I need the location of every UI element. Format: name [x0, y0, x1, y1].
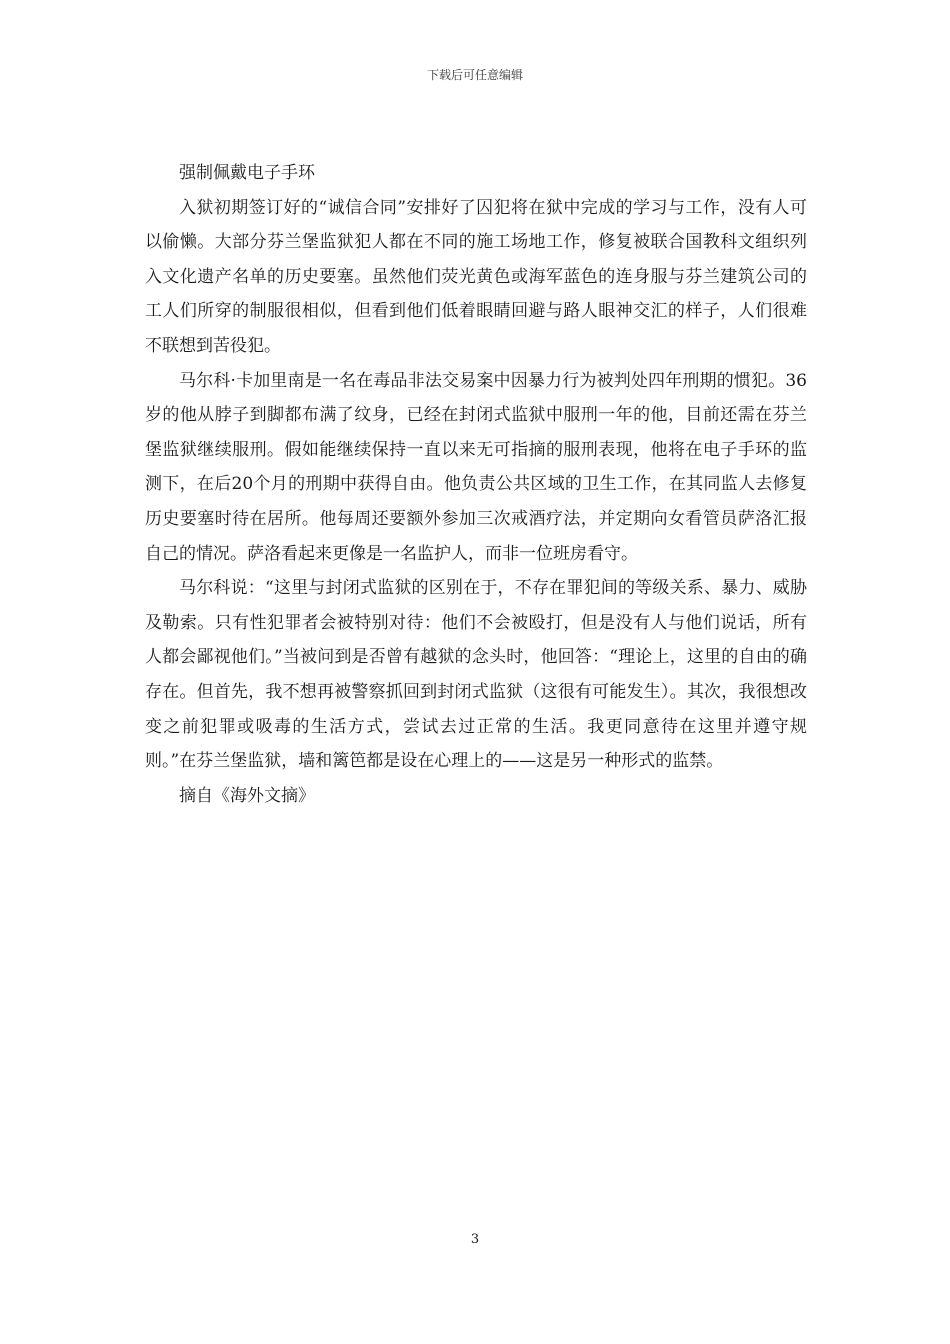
paragraph: 马尔科说：“这里与封闭式监狱的区别在于，不存在罪犯间的等级关系、暴力、威胁及勒索。只有性犯罪者会被特别对待：他们不会被殴打，但是没有人与他们说话，所有人都会鄙视他们。”当被问到是否曾有越狱的念头时，他回答：“理论上，这里的自由的确存在。但首先，我不想再被警察抓回到封闭式监狱（这很有可能发生）。其次，我很想改变之前犯罪或吸毒的生活方式，尝试去过正常的生活。我更同意待在这里并遵守规则。”在芬兰堡监狱，墙和篱笆都是设在心理上的——这是另一种形式的监禁。	[145, 578, 807, 772]
page-number: 3	[470, 1232, 480, 1247]
paragraph: 入狱初期签订好的“诚信合同”安排好了囚犯将在狱中完成的学习与工作，没有人可以偷懒。大部分芬兰堡监狱犯人都在不同的施工场地工作，修复被联合国教科文组织列入文化遗产名单的历史要塞。虽然他们荧光黄色或海军蓝色的连身服与芬兰建筑公司的工人们所穿的制服很相似，但看到他们低着眼睛回避与路人眼神交汇的样子，人们很难不联想到苦役犯。	[145, 197, 807, 356]
paragraph: 马尔科·卡加里南是一名在毒品非法交易案中因暴力行为被判处四年刑期的惯犯。36岁的他从脖子到脚都布满了纹身，已经在封闭式监狱中服刑一年的他，目前还需在芬兰堡监狱继续服刑。假如能继续保持一直以来无可指摘的服刑表现，他将在电子手环的监测下，在后20个月的刑期中获得自由。他负责公共区域的卫生工作，在其同监人去修复历史要塞时待在居所。他每周还要额外参加三次戒酒疗法，并定期向女看管员萨洛汇报自己的情况。萨洛看起来更像是一名监护人，而非一位班房看守。	[145, 370, 807, 564]
page-header: 下载后可任意编辑	[426, 68, 523, 82]
section-title: 强制佩戴电子手环	[179, 163, 315, 183]
source-citation: 摘自《海外文摘》	[179, 785, 315, 806]
article-body	[145, 156, 807, 813]
